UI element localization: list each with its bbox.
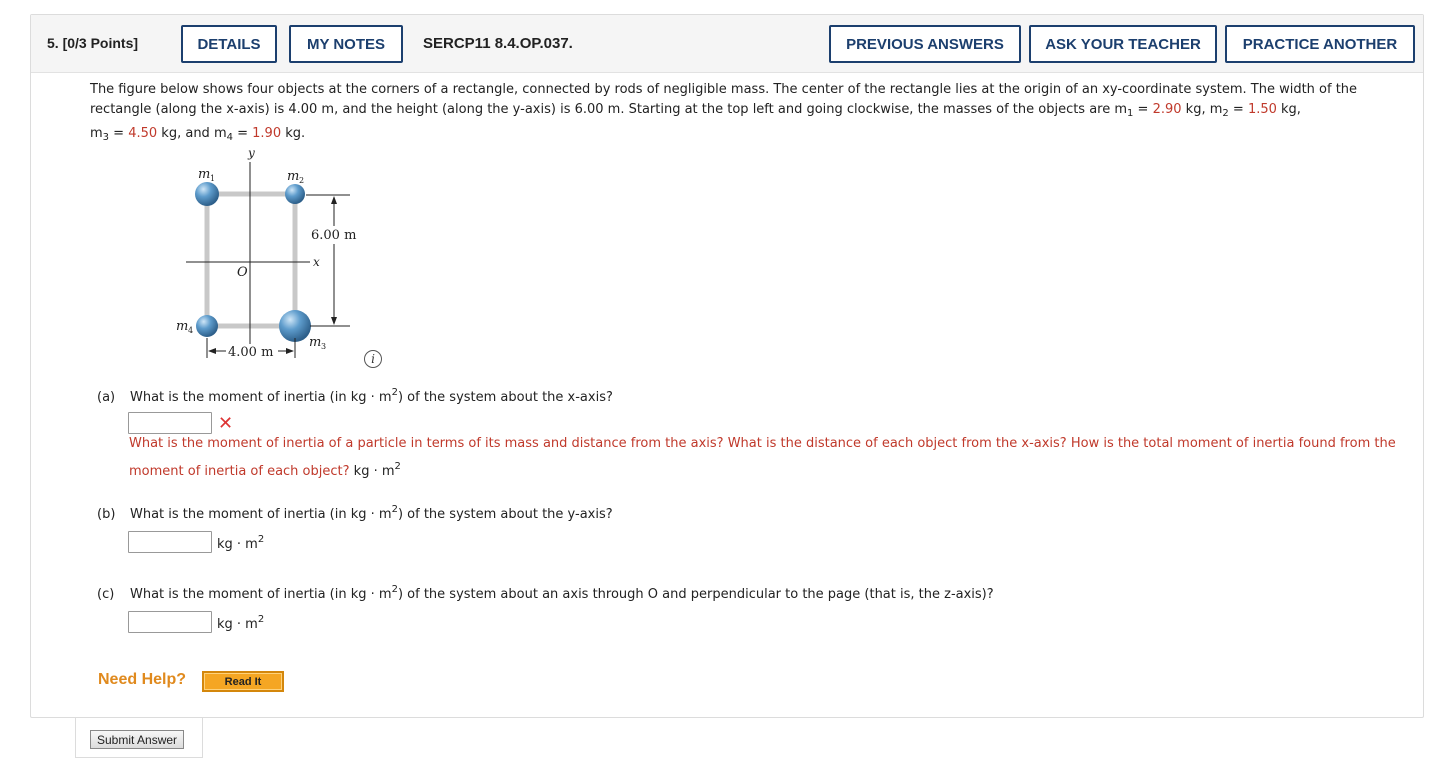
m3-label-sub: 3: [321, 342, 327, 351]
part-a-question: [97, 387, 613, 405]
m3-value: 4.50: [128, 126, 158, 141]
part-c-text: What is the moment of inertia (in kg · m: [130, 587, 392, 602]
info-icon[interactable]: i: [364, 350, 382, 368]
figure-svg: [160, 140, 400, 370]
mass-m1: [195, 182, 219, 206]
m2-label: m: [287, 169, 300, 184]
x-axis-label: x: [313, 255, 320, 269]
hint-text: What is the moment of inertia of a particle in terms of its mass and distance from the axis? What is the distance of each object from the x-axis? How is the total moment of inertia found from the moment of inertia of each object?: [129, 436, 1396, 479]
problem-line-1: The figure below shows four objects at the corners of a rectangle, connected by rods of negligible mass. The center of the rectangle lies at the origin of an xy-coordinate system. The width of the: [90, 82, 1358, 97]
m1-label: m: [198, 167, 211, 182]
part-c-sup: 2: [391, 584, 398, 595]
problem-text: rectangle (along the x-axis) is 4.00 m, and the height (along the y-axis) is 6.00 m. Starting at the top left and going clockwise, the masses of the objects are m: [90, 102, 1128, 117]
m2-value: 1.50: [1247, 102, 1277, 117]
m4-value: 1.90: [252, 126, 282, 141]
unit-text: kg · m: [217, 537, 258, 552]
part-b-unit: [217, 534, 264, 552]
part-c-answer-input[interactable]: [128, 611, 212, 633]
unit-text: kg.: [281, 126, 306, 141]
problem-text: m: [90, 126, 103, 141]
part-b-letter: (b): [97, 507, 116, 522]
part-a-sup: 2: [391, 387, 398, 398]
equals: =: [109, 126, 129, 141]
incorrect-x-icon: ✕: [218, 413, 234, 434]
unit-sup: 2: [257, 534, 265, 545]
part-c-unit: [217, 614, 264, 632]
origin-label: O: [237, 265, 248, 280]
arrow-down: [331, 317, 337, 325]
part-b-text-end: ) of the system about the y-axis?: [397, 507, 613, 522]
unit-text: kg, and m: [157, 126, 227, 141]
m1-value: 2.90: [1152, 102, 1182, 117]
unit-text: kg, m: [1181, 102, 1223, 117]
m1-subscript: 1: [1127, 108, 1134, 119]
m4-subscript: 4: [226, 132, 233, 143]
y-axis-label: y: [248, 146, 255, 160]
m2-subscript: 2: [1222, 108, 1229, 119]
submit-answer-button[interactable]: Submit Answer: [90, 730, 184, 749]
equals: =: [1133, 102, 1153, 117]
width-label: 4.00 m: [228, 345, 274, 360]
height-label: 6.00 m: [311, 228, 357, 243]
previous-answers-button[interactable]: PREVIOUS ANSWERS: [829, 25, 1021, 63]
rectangle-masses-figure: [160, 140, 400, 370]
practice-another-button[interactable]: PRACTICE ANOTHER: [1225, 25, 1415, 63]
problem-statement: [90, 80, 1390, 148]
arrow-right: [286, 348, 294, 354]
m4-label-sub: 4: [188, 326, 194, 335]
read-it-button[interactable]: Read It: [202, 671, 284, 692]
submit-tab: [75, 718, 203, 758]
part-a-letter: (a): [97, 390, 116, 405]
ask-your-teacher-button[interactable]: ASK YOUR TEACHER: [1029, 25, 1217, 63]
my-notes-button[interactable]: MY NOTES: [289, 25, 403, 63]
problem-code: SERCP11 8.4.OP.037.: [423, 35, 573, 52]
part-b-sup: 2: [391, 504, 398, 515]
part-c-question: [97, 584, 994, 602]
equals: =: [232, 126, 253, 141]
m1-label-sub: 1: [210, 174, 216, 183]
mass-m4: [196, 315, 218, 337]
details-button[interactable]: DETAILS: [181, 25, 277, 63]
unit-text: kg,: [1276, 102, 1301, 117]
m3-subscript: 3: [102, 132, 110, 143]
unit-sup: 2: [257, 614, 265, 625]
m2-label-sub: 2: [299, 176, 305, 185]
m4-label: m: [176, 319, 189, 334]
problem-line-2: [90, 100, 1390, 124]
mass-m2: [285, 184, 305, 204]
question-number: 5. [0/3 Points]: [47, 35, 139, 51]
part-c-letter: (c): [97, 587, 115, 602]
part-a-answer-input[interactable]: [128, 412, 212, 434]
m3-label: m: [309, 335, 322, 350]
part-a-unit: kg · m: [349, 464, 395, 479]
part-c-text-end: ) of the system about an axis through O and perpendicular to the page (that is, the z-axis)?: [397, 587, 994, 602]
part-b-answer-input[interactable]: [128, 531, 212, 553]
part-a-text-end: ) of the system about the x-axis?: [397, 390, 613, 405]
arrow-left: [208, 348, 216, 354]
part-b-question: [97, 504, 613, 522]
need-help-label: Need Help?: [98, 671, 187, 688]
part-a-unit-sup: 2: [394, 461, 401, 472]
mass-m3: [279, 310, 311, 342]
arrow-up: [331, 196, 337, 204]
part-a-text: What is the moment of inertia (in kg · m: [130, 390, 392, 405]
part-b-text: What is the moment of inertia (in kg · m: [130, 507, 392, 522]
unit-text: kg · m: [217, 617, 258, 632]
equals: =: [1228, 102, 1248, 117]
part-a-hint: [129, 432, 1419, 483]
question-header: [31, 15, 1423, 73]
